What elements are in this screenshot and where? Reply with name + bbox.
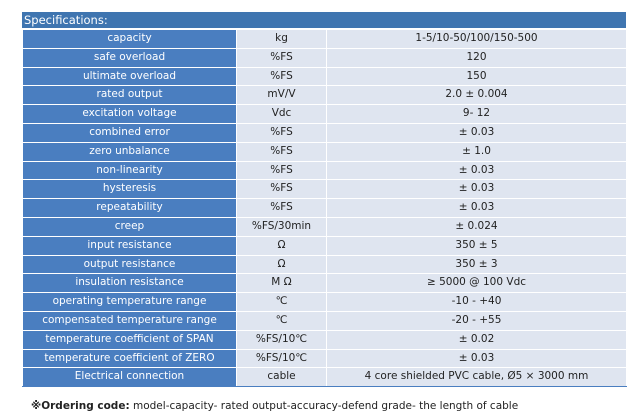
spec-row (23, 274, 627, 293)
spec-value-cell: 120 (327, 48, 627, 67)
spec-row (23, 123, 627, 142)
spec-value-cell: ± 0.03 (327, 180, 627, 199)
spec-value-cell: 9- 12 (327, 105, 627, 124)
spec-row (23, 311, 627, 330)
specifications-table (22, 29, 627, 387)
spec-value-cell: ± 0.03 (327, 123, 627, 142)
spec-param-cell: compensated temperature range (23, 311, 237, 330)
spec-param-cell: temperature coefficient of SPAN (23, 330, 237, 349)
specifications-table-body (23, 30, 627, 387)
spec-value-cell: -20 - +55 (327, 311, 627, 330)
ordering-code-note (31, 399, 518, 413)
spec-row (23, 161, 627, 180)
spec-unit-cell: cable (237, 368, 327, 387)
spec-row (23, 293, 627, 312)
spec-param-cell: safe overload (23, 48, 237, 67)
spec-param-cell: input resistance (23, 236, 237, 255)
spec-param-cell: creep (23, 217, 237, 236)
spec-value-cell: 1-5/10-50/100/150-500 (327, 30, 627, 49)
spec-unit-cell: %FS (237, 161, 327, 180)
spec-row (23, 255, 627, 274)
ordering-code-label: ※Ordering code: (31, 400, 130, 412)
spec-unit-cell: %FS (237, 67, 327, 86)
spec-value-cell: ± 0.03 (327, 199, 627, 218)
spec-param-cell: insulation resistance (23, 274, 237, 293)
spec-value-cell: 350 ± 3 (327, 255, 627, 274)
spec-param-cell: excitation voltage (23, 105, 237, 124)
spec-row (23, 30, 627, 49)
spec-param-cell: capacity (23, 30, 237, 49)
spec-param-cell: zero unbalance (23, 142, 237, 161)
spec-value-cell: 2.0 ± 0.004 (327, 86, 627, 105)
spec-param-cell: operating temperature range (23, 293, 237, 312)
spec-unit-cell: %FS (237, 180, 327, 199)
spec-row (23, 67, 627, 86)
spec-value-cell: -10 - +40 (327, 293, 627, 312)
spec-value-cell: 150 (327, 67, 627, 86)
spec-unit-cell: %FS/30min (237, 217, 327, 236)
spec-unit-cell: Vdc (237, 105, 327, 124)
spec-row (23, 368, 627, 387)
spec-param-cell: non-linearity (23, 161, 237, 180)
spec-unit-cell: ℃ (237, 293, 327, 312)
spec-value-cell: ≥ 5000 @ 100 Vdc (327, 274, 627, 293)
spec-unit-cell: Ω (237, 236, 327, 255)
spec-value-cell: ± 0.024 (327, 217, 627, 236)
spec-value-cell: ± 0.03 (327, 349, 627, 368)
spec-value-cell: ± 1.0 (327, 142, 627, 161)
spec-value-cell: 350 ± 5 (327, 236, 627, 255)
ordering-code-text: model-capacity- rated output-accuracy-defend grade- the length of cable (129, 400, 519, 412)
spec-unit-cell: kg (237, 30, 327, 49)
spec-row (23, 105, 627, 124)
spec-row (23, 142, 627, 161)
specifications-panel (22, 12, 626, 387)
spec-row (23, 217, 627, 236)
spec-param-cell: output resistance (23, 255, 237, 274)
spec-row (23, 330, 627, 349)
spec-unit-cell: %FS (237, 48, 327, 67)
spec-unit-cell: ℃ (237, 311, 327, 330)
spec-param-cell: temperature coefficient of ZERO (23, 349, 237, 368)
spec-param-cell: rated output (23, 86, 237, 105)
spec-unit-cell: M Ω (237, 274, 327, 293)
spec-unit-cell: Ω (237, 255, 327, 274)
spec-param-cell: repeatability (23, 199, 237, 218)
spec-value-cell: ± 0.03 (327, 161, 627, 180)
spec-unit-cell: mV/V (237, 86, 327, 105)
spec-value-cell: ± 0.02 (327, 330, 627, 349)
spec-param-cell: combined error (23, 123, 237, 142)
spec-unit-cell: %FS (237, 123, 327, 142)
spec-value-cell: 4 core shielded PVC cable, Ø5 × 3000 mm (327, 368, 627, 387)
spec-row (23, 199, 627, 218)
spec-unit-cell: %FS (237, 142, 327, 161)
spec-param-cell: Electrical connection (23, 368, 237, 387)
spec-param-cell: hysteresis (23, 180, 237, 199)
spec-row (23, 86, 627, 105)
spec-row (23, 236, 627, 255)
specifications-header: Specifications: (22, 12, 626, 29)
spec-row (23, 180, 627, 199)
spec-unit-cell: %FS/10℃ (237, 349, 327, 368)
spec-row (23, 349, 627, 368)
spec-unit-cell: %FS (237, 199, 327, 218)
spec-param-cell: ultimate overload (23, 67, 237, 86)
spec-unit-cell: %FS/10℃ (237, 330, 327, 349)
spec-row (23, 48, 627, 67)
